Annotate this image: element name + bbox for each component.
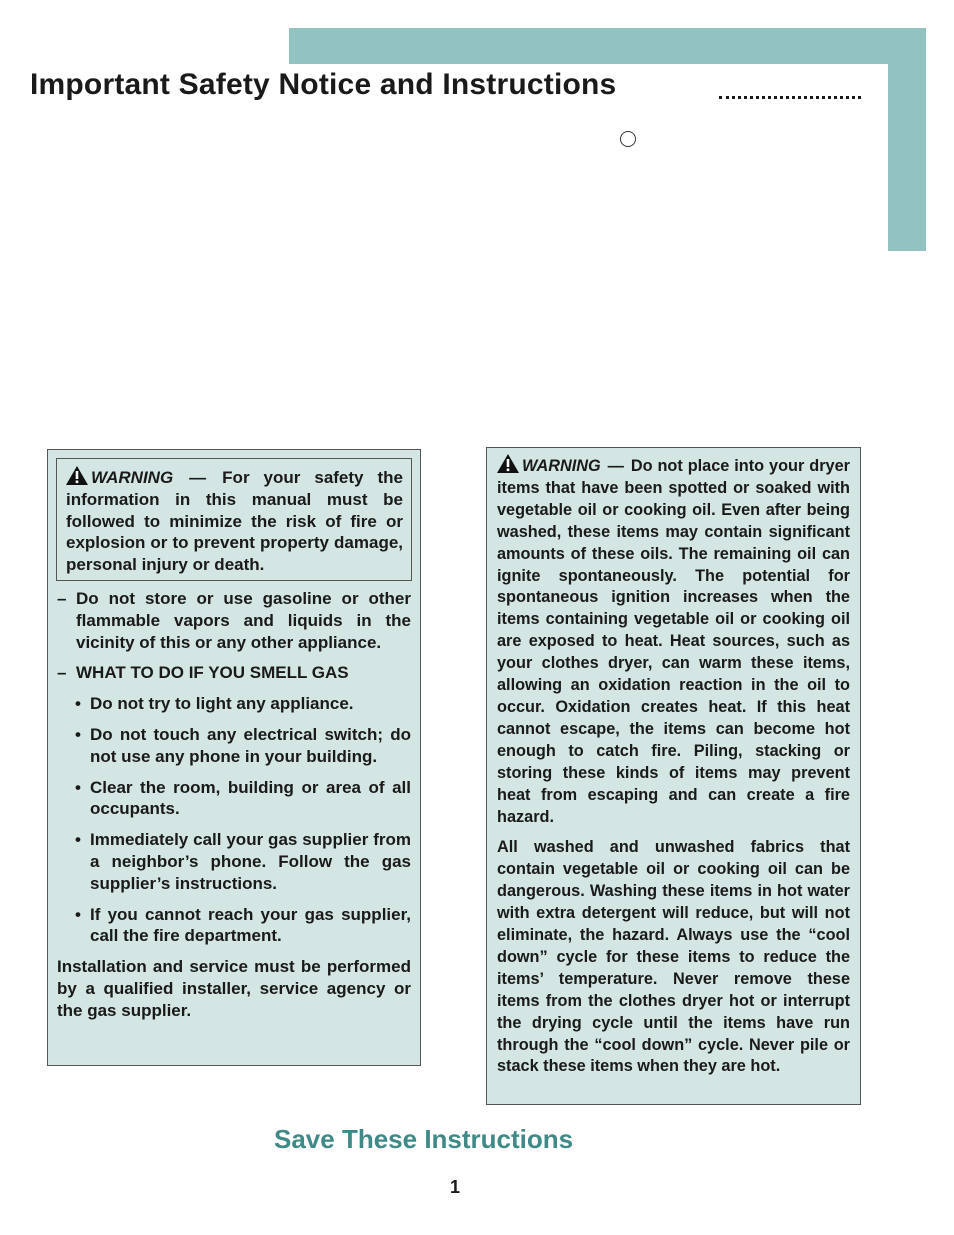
bullet-item <box>57 693 411 715</box>
oil-warning-body: Do not place into your dryer items that have been spotted or soaked with vegetable oil or cooking oil. Even after being washed, these items may contain significant amounts of these oils. The remaining oil can ignite spontaneously. The potential for spontaneous ignition increases when the items containing vegetable oil or cooking oil are exposed to heat. Heat sources, such as your clothes dryer, can warm these items, allowing an oxidation reaction in the oil to occur. Oxidation creates heat. If this heat cannot escape, the items can become hot enough to catch fire. Piling, stacking or storing these kinds of items may prevent heat from escaping and can create a fire hazard. <box>497 457 850 826</box>
page-title: Important Safety Notice and Instructions <box>30 68 617 101</box>
safety-warning-text <box>66 466 403 576</box>
bullet-marker: • <box>75 830 81 850</box>
bullet-marker: • <box>75 777 81 797</box>
bullet-item <box>57 829 411 894</box>
bullet-item <box>57 777 411 821</box>
list-item-text: Do not store or use gasoline or other flammable vapors and liquids in the vicinity of this or any other appliance. <box>76 589 411 652</box>
bullet-text: Immediately call your gas supplier from a neighbor’s phone. Follow the gas supplier’s instructions. <box>90 830 411 893</box>
bullet-marker: • <box>75 904 81 924</box>
warning-label: WARNING <box>522 457 601 475</box>
bullet-marker: • <box>75 694 81 714</box>
installation-note: Installation and service must be performed by a qualified installer, service agency or the gas supplier. <box>57 957 411 1020</box>
bullet-item <box>57 904 411 948</box>
dash-marker: – <box>57 589 67 608</box>
list-item <box>57 588 411 653</box>
fabric-warning-paragraph: All washed and unwashed fabrics that contain vegetable oil or cooking oil can be dangerous. Washing these items in hot water with extra detergent will reduce, but will not eliminate, the hazard. Always use the “cool down” cycle for these items to reduce the items’ temperature. Never remove these items from the clothes dryer hot or interrupt the drying cycle until the items have run through the “cool down” cycle. Never pile or stack these items when they are hot. <box>497 838 850 1076</box>
page-number: 1 <box>450 1177 461 1197</box>
oil-fire-warning-panel <box>486 447 861 1105</box>
warning-label: WARNING <box>91 468 174 487</box>
bullet-text: If you cannot reach your gas supplier, call the fire department. <box>90 904 411 946</box>
bullet-item <box>57 724 411 768</box>
gas-warning-panel <box>47 449 421 1066</box>
dash-marker: – <box>57 663 67 683</box>
list-item <box>57 662 411 684</box>
oil-warning-paragraph <box>497 454 850 828</box>
list-item-text: WHAT TO DO IF YOU SMELL GAS <box>76 663 349 683</box>
title-dot-leader <box>719 96 861 99</box>
warning-body: For your safety the information in this manual must be followed to minimize the risk of fire or explosion or to prevent property damage, personal injury or death. <box>66 468 403 575</box>
header-accent-band <box>289 28 926 64</box>
warning-dash: — <box>607 457 624 475</box>
bullet-marker: • <box>75 724 81 744</box>
warning-triangle-icon <box>66 466 88 485</box>
save-instructions-heading: Save These Instructions <box>274 1124 574 1154</box>
side-tab-band <box>888 28 926 251</box>
bullet-text: Do not touch any electrical switch; do not use any phone in your building. <box>90 724 411 766</box>
gas-safety-list <box>57 588 411 1022</box>
bullet-text: Clear the room, building or area of all occupants. <box>90 777 411 819</box>
bullet-text: Do not try to light any appliance. <box>90 694 354 714</box>
registration-mark <box>620 131 636 147</box>
safety-warning-box <box>56 458 412 581</box>
warning-dash: — <box>189 468 207 487</box>
warning-triangle-icon <box>497 454 519 473</box>
